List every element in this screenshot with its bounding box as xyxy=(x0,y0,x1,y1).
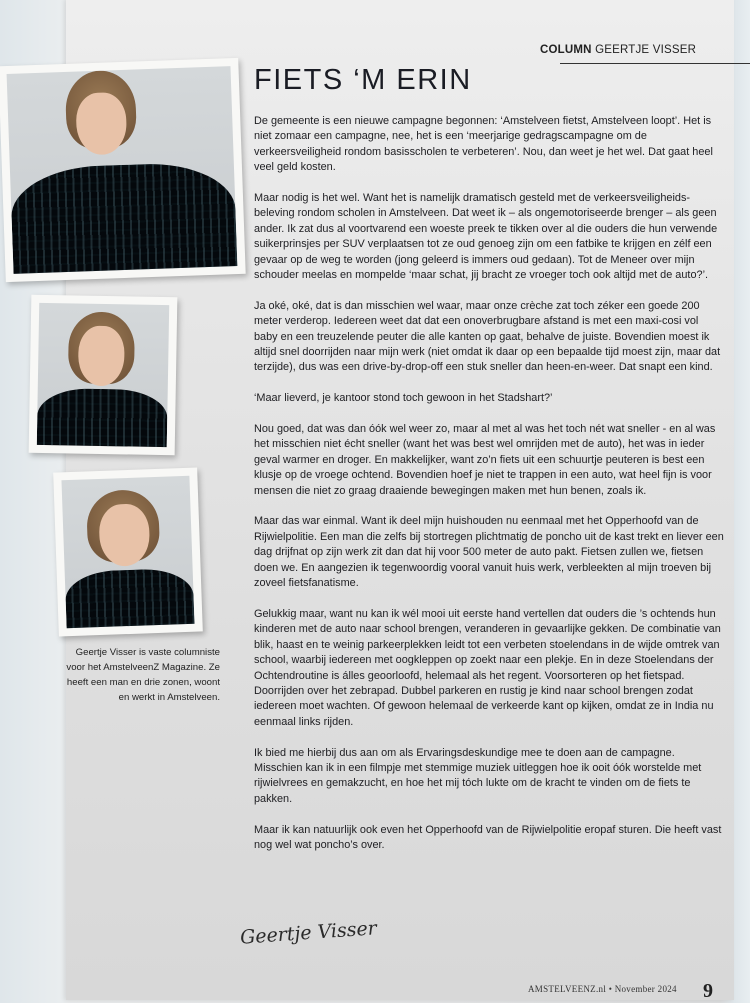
paragraph: Ja oké, oké, dat is dan misschien wel waar, maar onze crèche zat toch zéker een goede 200 meter verderop. Iedereen weet dat dat een onoverbrugbare afstand is met een maxi-cosi vol baby en een treuzelende peuter die alle kanten op gaat, behalve de juiste. Bovendien moest ik altijd snel doorrijden naar mijn werk (niet omdat ik daar op een bepaalde tijd moest zijn, maar dat terzijde), dus was een drive-by-drop-off een stuk sneller dan heen-en-weer. Dat snapt een kind. xyxy=(254,299,721,374)
page-footer xyxy=(528,984,677,994)
footer-separator: • xyxy=(608,984,613,994)
article-title: FIETS ‘M ERIN xyxy=(254,64,472,96)
paragraph: Ik bied me hierbij dus aan om als Ervaringsdeskundige mee te doen aan de campagne. Misschien kan ik in een filmpje met stemmige muziek uitleggen hoe ik ooit óók worstelde met rijwielvrees en gemakzucht, en hoe het mij tóch lukte om de kracht te vinden om de fiets te pakken. xyxy=(254,746,702,805)
paragraph: ‘Maar lieverd, je kantoor stond toch gewoon in het Stadshart?’ xyxy=(254,392,553,405)
kicker-divider xyxy=(560,63,750,64)
paragraph: Nou goed, dat was dan óók wel weer zo, maar al met al was het toch nét wat sneller - en al was het misschien niet écht sneller (want het was best wel omrijden met de auto), het was in ieder geval warmer en droger. En makkelijker, want zo’n fiets uit een schuurtje peuteren is best een klusje op de vroege ochtend. Bovendien hoef je niet te trappen in een auto, wat heel fijn is voor mensen die niet zo graag draaiende bewegingen maken met hun benen, zoals ik. xyxy=(254,423,716,497)
page-number: 9 xyxy=(703,980,713,1002)
footer-magazine: AMSTELVEENZ.nl xyxy=(528,984,607,994)
kicker-author: GEERTJE VISSER xyxy=(595,44,697,56)
paragraph: Maar nodig is het wel. Want het is namelijk dramatisch gesteld met de verkeersveiligheids-beleving rondom scholen in Amstelveen. Dat weet ik – als ongemotoriseerde brenger – als geen ander. Ik zat dus al voortvarend een woeste preek te tikken over al die ouders die hun verwende suikerprinsjes per SUV verplaatsen tot ze oud genoeg zijn om een fatbike te krijgen en zélf een gevaar op de weg te worden (jong geleerd is immers oud gedaan). Tot de Meneer over mijn schouder meelas en mompelde ‘maar schat, jij bracht ze vroeger toch ook altijd met de auto?’. xyxy=(254,192,718,282)
paragraph: Maar das war einmal. Want ik deel mijn huishouden nu eenmaal met het Opperhoofd van de Rijwielpolitie. Een man die zelfs bij stortregen plichtmatig de poncho uit de kast trekt en liever een dag drijfnat op zijn werk zit dan dat hij voor 500 meter de auto pakt. Fietsen zullen we, fietsen doen we. En aangezien ik tegenwoordig vooral vanuit huis werk, verbleekten al mijn troeven bij zoveel fietsfanatisme. xyxy=(254,515,724,590)
author-photo-hands-on-head xyxy=(0,58,246,282)
author-signature: Geertje Visser xyxy=(239,917,378,949)
column-kicker xyxy=(540,44,696,56)
kicker-label: COLUMN xyxy=(540,44,592,56)
author-photo-thinking xyxy=(29,295,178,456)
author-bio: Geertje Visser is vaste columniste voor het AmstelveenZ Magazine. Ze heeft een man en drie zonen, woont en werkt in Amstelveen. xyxy=(66,647,220,703)
paragraph: De gemeente is een nieuwe campagne begonnen: ‘Amstelveen fietst, Amstelveen loopt’. Het is niet zomaar een campagne, nee, het is een ‘meerjarige gedragscampagne om de verkeersveiligheid rondom basisscholen te verbeteren’. Nou, dan weet je het wel. Dat gaat heel veel geld kosten. xyxy=(254,115,713,174)
author-photo-smiling xyxy=(53,468,203,637)
article-body xyxy=(254,114,724,869)
paragraph: Gelukkig maar, want nu kan ik wél mooi uit eerste hand vertellen dat ouders die ’s ochtends hun kinderen met de auto naar school brengen, veranderen in gevaarlijke gekken. De combinatie van blik, haast en te weinig parkeerplekken leidt tot een verbeten stoelendans in de wijde omtrek van school, waarbij iedereen met oogkleppen op zoekt naar een plekje. En in deze Stoelendans der Ochtendroutine is álles geoorloofd, helemaal als het regent. Voorsorteren op het fietspad. Doorrijden over het zebrapad. Dubbel parkeren en rustig je kind naar school brengen zodat iedereen moet wachten. Of gewoon helemaal de verkeerde kant op kijken, omdat ze in India nu eenmaal links rijden. xyxy=(254,607,721,728)
paragraph: Maar ik kan natuurlijk ook even het Opperhoofd van de Rijwielpolitie eropaf sturen. Die heeft vast nog wel wat poncho’s over. xyxy=(254,823,722,851)
footer-issue: November 2024 xyxy=(614,984,677,994)
